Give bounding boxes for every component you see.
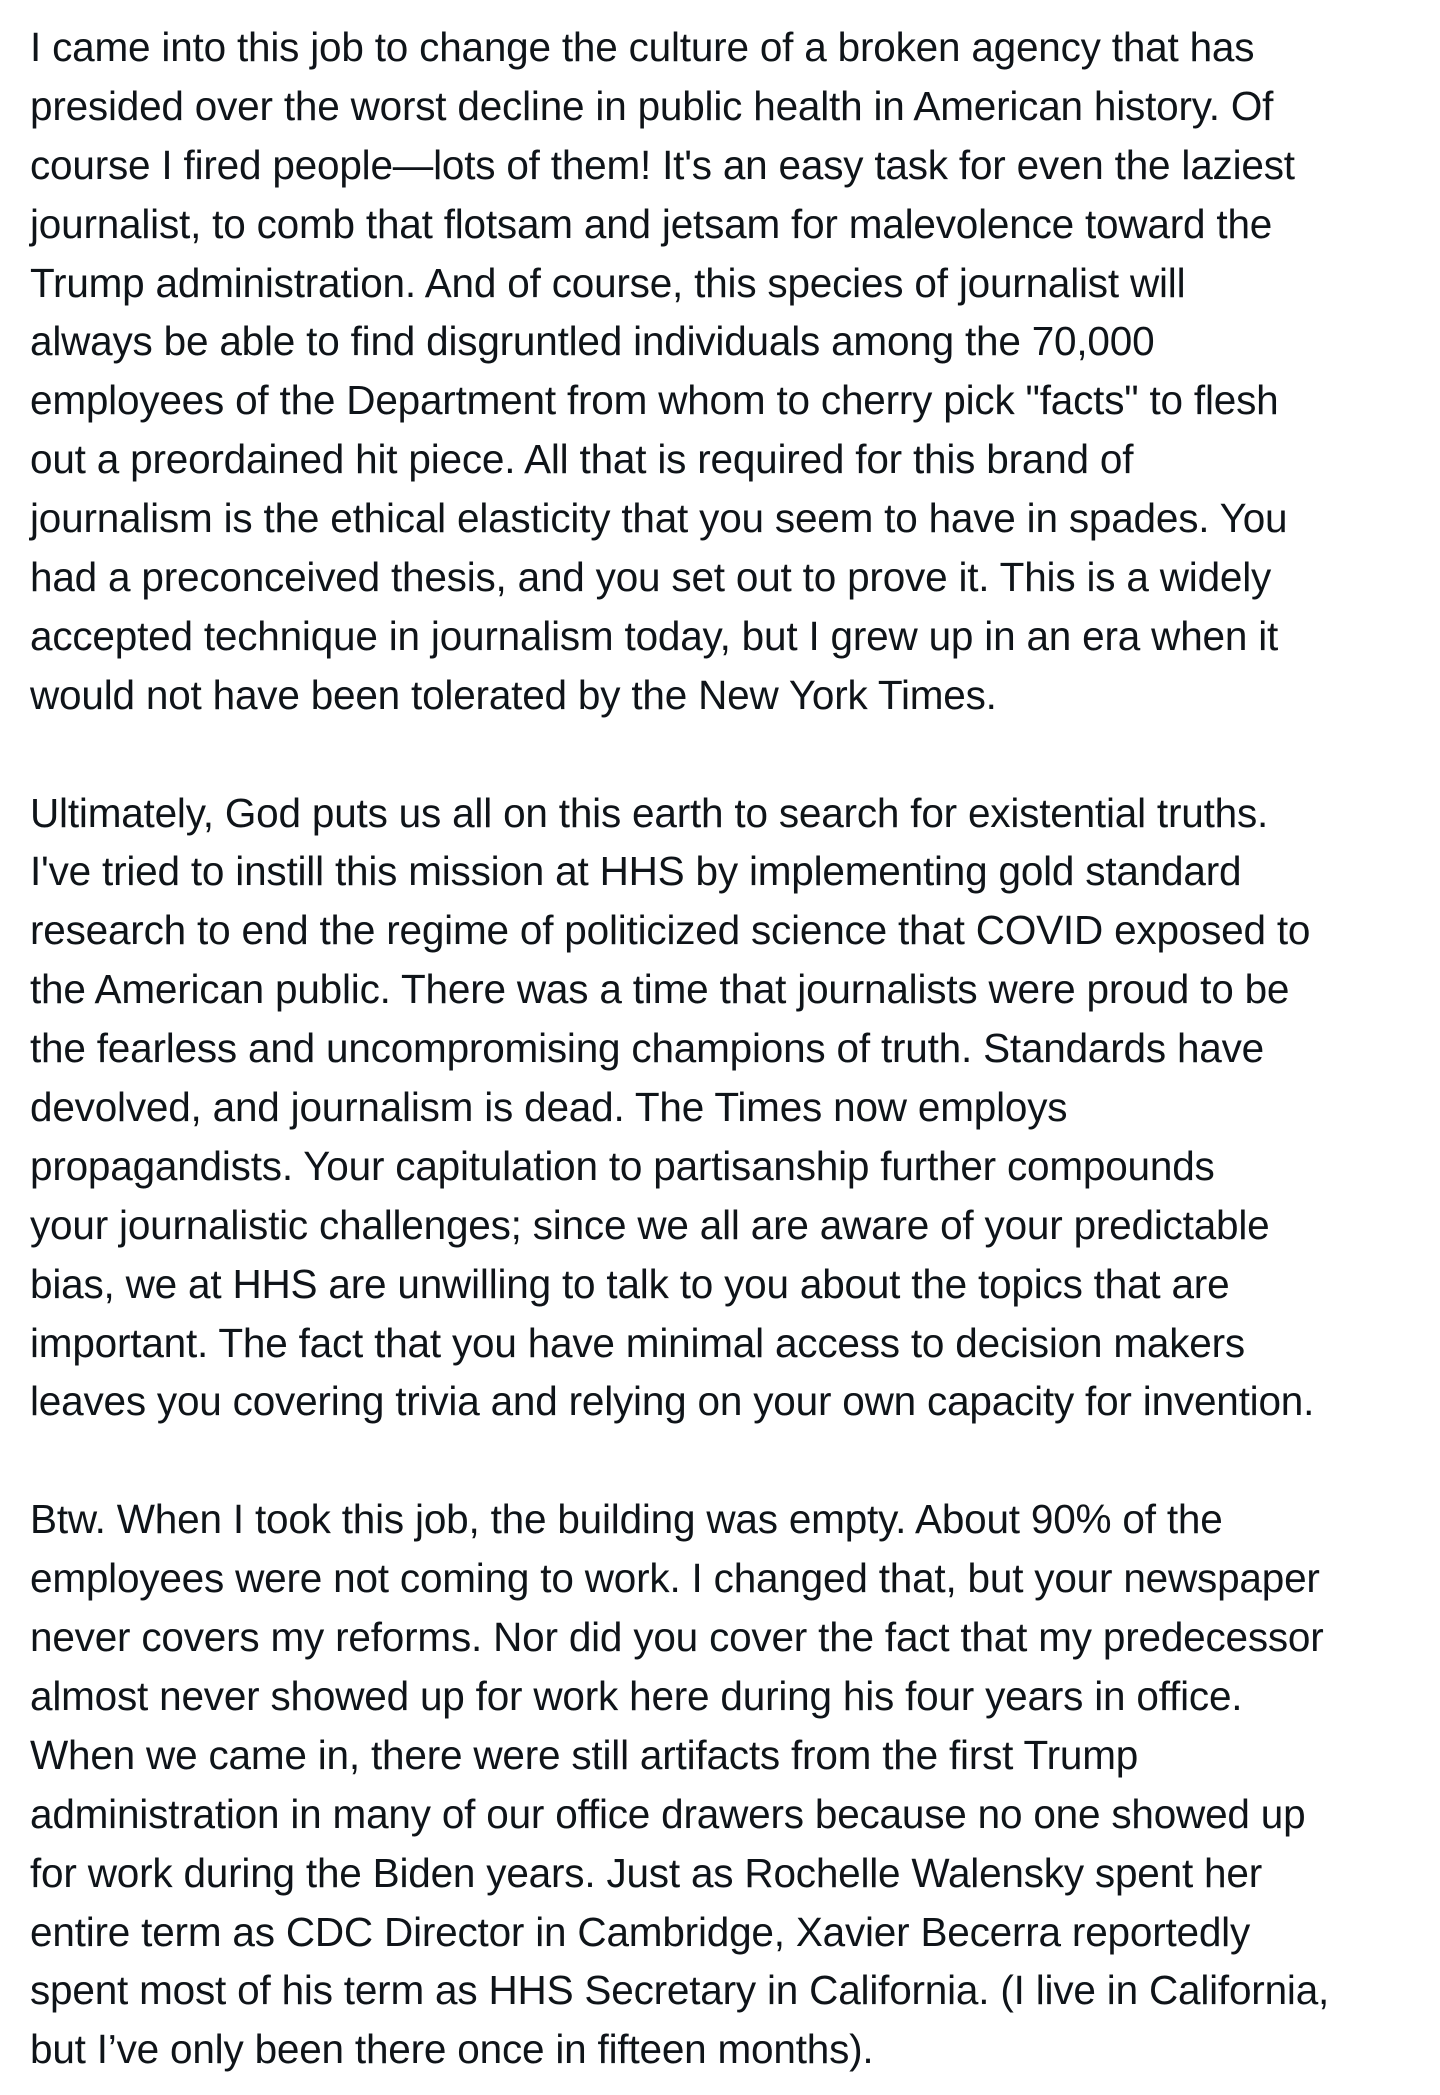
paragraph-line: Btw. When I took this job, the building was empty. About 90% of the bbox=[30, 1496, 1223, 1543]
paragraph-line: administration in many of our office drawers because no one showed up bbox=[30, 1790, 1306, 1837]
paragraph-line: employees were not coming to work. I changed that, but your newspaper bbox=[30, 1555, 1320, 1602]
paragraph-line: almost never showed up for work here during his four years in office. bbox=[30, 1672, 1243, 1719]
paragraph-line: Ultimately, God puts us all on this earth to search for existential truths. bbox=[30, 789, 1269, 836]
paragraph-line: I've tried to instill this mission at HHS by implementing gold standard bbox=[30, 848, 1242, 895]
post-paragraph bbox=[30, 18, 1420, 725]
paragraph-line: but I’ve only been there once in fifteen months). bbox=[30, 2026, 874, 2073]
paragraph-line: your journalistic challenges; since we all are aware of your predictable bbox=[30, 1201, 1270, 1248]
paragraph-line: propagandists. Your capitulation to partisanship further compounds bbox=[30, 1142, 1215, 1189]
paragraph-line: I came into this job to change the culture of a broken agency that has bbox=[30, 24, 1255, 70]
paragraph-line: out a preordained hit piece. All that is required for this brand of bbox=[30, 436, 1134, 483]
post-paragraph bbox=[30, 1490, 1420, 2079]
paragraph-line: the American public. There was a time that journalists were proud to be bbox=[30, 966, 1290, 1013]
paragraph-line: never covers my reforms. Nor did you cover the fact that my predecessor bbox=[30, 1614, 1324, 1661]
paragraph-line: always be able to find disgruntled individuals among the 70,000 bbox=[30, 318, 1155, 365]
paragraph-line: Trump administration. And of course, this species of journalist will bbox=[30, 259, 1186, 306]
paragraph-line: leaves you covering trivia and relying on your own capacity for invention. bbox=[30, 1378, 1315, 1425]
paragraph-line: course I fired people—lots of them! It's an easy task for even the laziest bbox=[30, 141, 1295, 188]
paragraph-line: employees of the Department from whom to cherry pick "facts" to flesh bbox=[30, 377, 1279, 424]
paragraph-line: for work during the Biden years. Just as Rochelle Walensky spent her bbox=[30, 1849, 1262, 1896]
post-body bbox=[30, 18, 1420, 2079]
paragraph-line: research to end the regime of politicized science that COVID exposed to bbox=[30, 907, 1311, 954]
paragraph-line: presided over the worst decline in public health in American history. Of bbox=[30, 82, 1274, 129]
paragraph-line: would not have been tolerated by the New York Times. bbox=[30, 671, 997, 718]
paragraph-line: journalist, to comb that flotsam and jetsam for malevolence toward the bbox=[30, 200, 1273, 247]
paragraph-line: journalism is the ethical elasticity that you seem to have in spades. You bbox=[30, 495, 1288, 542]
paragraph-line: bias, we at HHS are unwilling to talk to you about the topics that are bbox=[30, 1260, 1230, 1307]
paragraph-line: entire term as CDC Director in Cambridge, Xavier Becerra reportedly bbox=[30, 1908, 1251, 1955]
paragraph-line: the fearless and uncompromising champions of truth. Standards have bbox=[30, 1025, 1264, 1072]
paragraph-line: devolved, and journalism is dead. The Times now employs bbox=[30, 1084, 1068, 1131]
paragraph-line: accepted technique in journalism today, but I grew up in an era when it bbox=[30, 612, 1279, 659]
paragraph-line: When we came in, there were still artifacts from the first Trump bbox=[30, 1731, 1139, 1778]
post-paragraph bbox=[30, 784, 1420, 1432]
paragraph-line: spent most of his term as HHS Secretary in California. (I live in California, bbox=[30, 1967, 1330, 2014]
paragraph-line: important. The fact that you have minimal access to decision makers bbox=[30, 1319, 1245, 1366]
paragraph-line: had a preconceived thesis, and you set out to prove it. This is a widely bbox=[30, 554, 1272, 601]
